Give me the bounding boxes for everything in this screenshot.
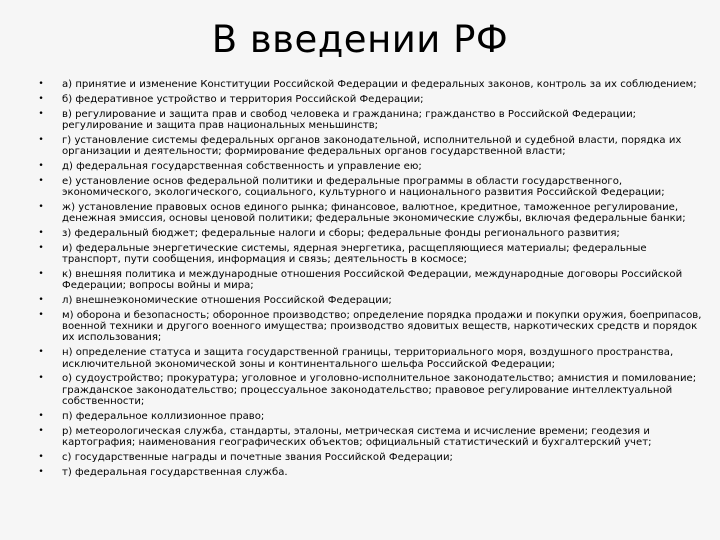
bullet-icon: • bbox=[38, 175, 44, 186]
bullet-icon: • bbox=[38, 310, 44, 321]
bullet-icon: • bbox=[38, 201, 44, 212]
list-item-text: о) судоустройство; прокуратура; уголовное и уголовно-исполнительное законодательство; амнистия и помилование; гражданское законодательство; процессуальное законодательство; правовое регулирование интеллектуальной собственности; bbox=[62, 373, 697, 407]
bullet-icon: • bbox=[38, 134, 44, 145]
list-item bbox=[36, 347, 708, 369]
list-item-text: н) определение статуса и защита государственной границы, территориального моря, воздушного пространства, исключительной экономической зоны и континентального шельфа Российской Федерации; bbox=[62, 347, 674, 370]
list-item bbox=[36, 269, 708, 291]
list-item-text: р) метеорологическая служба, стандарты, эталоны, метрическая система и исчисление времени; геодезия и картография; наименования географических объектов; официальный статистический и бухгалтерский учет; bbox=[62, 425, 652, 448]
slide-title: В введении РФ bbox=[211, 18, 509, 61]
list-item-text: з) федеральный бюджет; федеральные налоги и сборы; федеральные фонды регионального развития; bbox=[62, 228, 620, 240]
list-item-text: м) оборона и безопасность; оборонное производство; определение порядка продажи и покупки оружия, боеприпасов, военной техники и другого военного имущества; производство ядовитых веществ, наркотических средств и порядок их использования; bbox=[62, 310, 702, 344]
list-item bbox=[36, 310, 708, 344]
bullet-icon: • bbox=[38, 451, 44, 462]
list-item bbox=[36, 411, 708, 422]
list-item-text: ж) установление правовых основ единого рынка; финансовое, валютное, кредитное, таможенное регулирование, денежная эмиссия, основы ценовой политики; федеральные экономические службы, включая федеральные банки; bbox=[62, 201, 686, 225]
list-item-text: п) федеральное коллизионное право; bbox=[62, 410, 265, 422]
list-item-text: и) федеральные энергетические системы, ядерная энергетика, расщепляющиеся материалы; федеральные транспорт, пути сообщения, информация и связь; деятельность в космосе; bbox=[62, 242, 647, 266]
list-item bbox=[36, 79, 708, 90]
list-item bbox=[36, 373, 708, 407]
list-item bbox=[36, 135, 708, 157]
list-item bbox=[36, 426, 708, 448]
bullet-icon: • bbox=[38, 79, 44, 89]
bullet-icon: • bbox=[38, 347, 44, 358]
jurisdiction-list bbox=[36, 79, 708, 481]
list-item-text: а) принятие и изменение Конституции Российской Федерации и федеральных законов, контроль за их соблюдением; bbox=[62, 79, 697, 90]
list-item bbox=[36, 161, 708, 172]
list-item-text: т) федеральная государственная служба. bbox=[62, 466, 288, 478]
list-item-text: б) федеративное устройство и территория Российской Федерации; bbox=[62, 93, 424, 105]
list-item bbox=[36, 94, 708, 105]
list-item-text: д) федеральная государственная собственность и управление ею; bbox=[62, 160, 422, 172]
list-item bbox=[36, 202, 708, 224]
list-item bbox=[36, 176, 708, 198]
list-item bbox=[36, 228, 708, 239]
list-item bbox=[36, 243, 708, 265]
bullet-icon: • bbox=[38, 410, 44, 421]
bullet-icon: • bbox=[38, 373, 44, 384]
list-item-text: е) установление основ федеральной политики и федеральные программы в области государственного, экономического, экологического, социального, культурного и национального развития Российской Федерации; bbox=[62, 175, 665, 199]
list-item-text: к) внешняя политика и международные отношения Российской Федерации, международные договоры Российской Федерации; вопросы войны и мира; bbox=[62, 269, 683, 292]
bullet-icon: • bbox=[38, 425, 44, 436]
bullet-icon: • bbox=[38, 466, 44, 477]
bullet-icon: • bbox=[38, 160, 44, 171]
bullet-icon: • bbox=[38, 242, 44, 253]
list-item-text: г) установление системы федеральных органов законодательной, исполнительной и судебной власти, порядка их организации и деятельности; формирование федеральных органов государственной власти; bbox=[62, 134, 682, 158]
bullet-icon: • bbox=[38, 228, 44, 239]
list-item-text: в) регулирование и защита прав и свобод человека и гражданина; гражданство в Российской Федерации; регулирование и защита прав национальных меньшинств; bbox=[62, 108, 637, 131]
list-item bbox=[36, 295, 708, 306]
bullet-icon: • bbox=[38, 108, 44, 119]
list-item bbox=[36, 452, 708, 463]
bullet-icon: • bbox=[38, 295, 44, 306]
list-item-text: л) внешнеэкономические отношения Российской Федерации; bbox=[62, 295, 392, 307]
bullet-icon: • bbox=[38, 93, 44, 104]
list-item bbox=[36, 109, 708, 131]
list-item bbox=[36, 467, 708, 478]
list-item-text: с) государственные награды и почетные звания Российской Федерации; bbox=[62, 451, 453, 463]
bullet-icon: • bbox=[38, 269, 44, 280]
